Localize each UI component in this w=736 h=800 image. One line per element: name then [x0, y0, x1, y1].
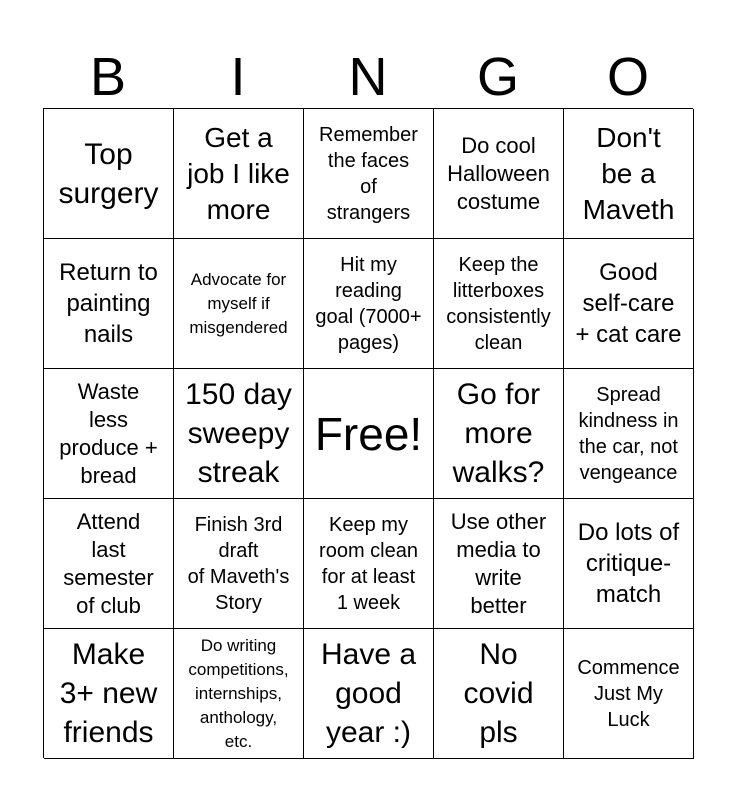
cell-text: Waste less produce + bread	[59, 378, 158, 488]
cell-text: Free!	[314, 407, 423, 460]
cell-text: Spread kindness in the car, not vengeance	[578, 383, 679, 484]
cell-text: No covid pls	[463, 638, 534, 749]
cell-text: Finish 3rd draft of Maveth's Story	[187, 513, 290, 614]
header-letter-o: O	[606, 47, 649, 107]
bingo-cell[interactable]	[564, 629, 694, 759]
cell-text: Do cool Halloween costume	[447, 132, 550, 214]
cell-text: Return to painting nails	[59, 259, 158, 348]
bingo-cell[interactable]	[434, 629, 564, 759]
bingo-cell[interactable]	[564, 239, 694, 369]
bingo-cell[interactable]	[564, 109, 694, 239]
bingo-cell[interactable]	[174, 369, 304, 499]
cell-text: Commence Just My Luck	[577, 656, 680, 731]
cell-text: Have a good year :)	[320, 638, 417, 749]
cell-text: Do lots of critique- match	[577, 519, 680, 608]
cell-text: Advocate for myself if misgendered	[189, 269, 288, 337]
bingo-cell[interactable]	[44, 239, 174, 369]
cell-text: Keep the litterboxes consistently clean	[446, 253, 551, 354]
cell-text: Top surgery	[58, 137, 159, 210]
bingo-cell[interactable]	[304, 499, 434, 629]
bingo-cell[interactable]	[174, 629, 304, 759]
cell-text: Make 3+ new friends	[59, 638, 158, 749]
cell-text: Don't be a Maveth	[582, 121, 675, 225]
bingo-cell[interactable]	[174, 499, 304, 629]
cell-text: Get a job I like more	[187, 121, 290, 225]
header-letter-i: I	[230, 47, 246, 107]
bingo-cell[interactable]	[434, 369, 564, 499]
bingo-cell[interactable]	[44, 629, 174, 759]
bingo-board	[43, 108, 693, 758]
bingo-cell[interactable]	[174, 239, 304, 369]
bingo-cell[interactable]	[434, 109, 564, 239]
cell-text: Good self-care + cat care	[575, 259, 682, 348]
header-letter-g: G	[476, 47, 519, 107]
cell-text: Use other media to write better	[450, 508, 547, 618]
cell-text: Go for more walks?	[452, 378, 545, 489]
header-letter-b: B	[89, 47, 127, 107]
header-letter-n: N	[348, 47, 388, 107]
cell-text: Hit my reading goal (7000+ pages)	[315, 253, 422, 354]
bingo-cell[interactable]	[434, 239, 564, 369]
bingo-cell[interactable]	[564, 499, 694, 629]
bingo-cell[interactable]	[304, 239, 434, 369]
bingo-cell[interactable]	[564, 369, 694, 499]
bingo-cell[interactable]	[174, 109, 304, 239]
cell-text: Remember the faces of strangers	[319, 123, 418, 224]
bingo-cell[interactable]	[44, 499, 174, 629]
cell-text: Keep my room clean for at least 1 week	[319, 513, 418, 614]
cell-text: Do writing competitions, internships, anthology, etc.	[188, 635, 289, 751]
bingo-cell-free[interactable]	[304, 369, 434, 499]
bingo-cell[interactable]	[44, 369, 174, 499]
bingo-cell[interactable]	[304, 629, 434, 759]
bingo-cell[interactable]	[304, 109, 434, 239]
bingo-header	[43, 46, 693, 108]
bingo-cell[interactable]	[434, 499, 564, 629]
cell-text: 150 day sweepy streak	[185, 378, 292, 489]
bingo-cell[interactable]	[44, 109, 174, 239]
cell-text: Attend last semester of club	[63, 508, 154, 618]
